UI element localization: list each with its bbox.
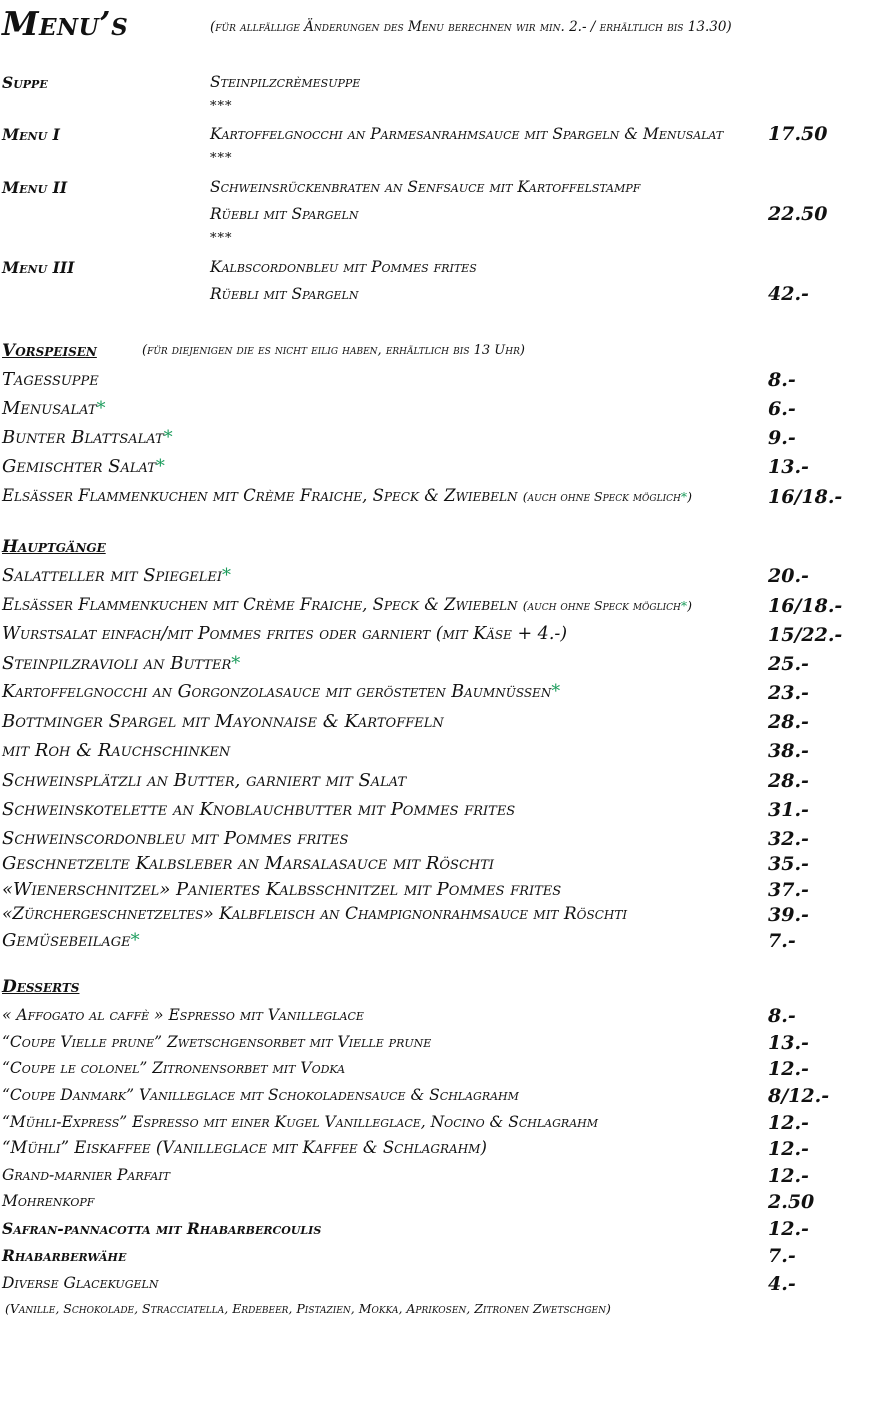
list-item <box>2 770 406 791</box>
vegetarian-star: * <box>231 653 241 674</box>
vegetarian-star: * <box>551 682 561 702</box>
list-item <box>2 828 348 849</box>
item-name: Gemüsebeilage <box>2 930 131 951</box>
vegetarian-star: * <box>222 565 232 586</box>
item-price: 28.- <box>768 770 809 792</box>
item-price: 13.- <box>768 1032 809 1054</box>
item-name: Schweinskotelette an Knoblauchbutter mit Pommes frites <box>2 799 516 820</box>
item-price: 6.- <box>768 398 796 420</box>
item-price: 8/12.- <box>768 1085 830 1107</box>
list-item: “Mühli” Eiskaffee (Vanilleglace mit Kaffee & Schlagrahm) <box>2 1138 487 1157</box>
list-item <box>2 930 140 951</box>
suppe-desc: Steinpilzcrèmesuppe <box>210 73 361 91</box>
item-price: 31.- <box>768 799 809 821</box>
menu-1-price: 17.50 <box>768 123 828 145</box>
item-name: Elsässer Flammenkuchen mit Crème Fraiche, Speck & Zwiebeln <box>2 486 518 505</box>
item-price: 37.- <box>768 879 809 901</box>
separator: *** <box>210 99 233 114</box>
menu-3-desc-2: Rüebli mit Spargeln <box>210 285 359 303</box>
menu-2-price: 22.50 <box>768 203 828 225</box>
list-item: “Mühli-Express” Espresso mit einer Kugel Vanilleglace, Nocino & Schlagrahm <box>2 1113 598 1131</box>
item-name: Elsässer Flammenkuchen mit Crème Fraiche, Speck & Zwiebeln <box>2 595 518 614</box>
item-price: 2.50 <box>768 1191 815 1213</box>
list-item <box>2 879 561 900</box>
list-item: “Coupe Vielle prune” Zwetschgensorbet mit Vielle prune <box>2 1033 432 1051</box>
list-item <box>2 711 444 732</box>
list-item <box>2 624 567 644</box>
item-note: (auch ohne Speck möglich <box>522 489 681 504</box>
vegetarian-star: * <box>96 398 106 419</box>
item-price: 38.- <box>768 740 809 762</box>
item-name: «Wienerschnitzel» Paniertes Kalbsschnitzel mit Pommes frites <box>2 879 562 900</box>
item-price: 4.- <box>768 1273 796 1295</box>
header-note: (für allfällige Änderungen des Menu berechnen wir min. 2.- / erhältlich bis 13.30) <box>210 19 732 35</box>
separator: *** <box>210 151 233 166</box>
item-price: 7.- <box>768 1245 796 1267</box>
item-price: 12.- <box>768 1112 809 1134</box>
item-price: 12.- <box>768 1058 809 1080</box>
item-name: Steinpilzravioli an Butter <box>2 653 232 674</box>
item-name: Bottminger Spargel mit Mayonnaise & Kartoffeln <box>2 711 444 732</box>
item-price: 7.- <box>768 930 796 952</box>
item-name: Schweinscordonbleu mit Pommes frites <box>2 828 349 849</box>
menu-1-label: Menu I <box>2 125 60 144</box>
item-name: Schweinsplätzli an Butter, garniert mit Salat <box>2 770 407 791</box>
item-price: 8.- <box>768 1005 796 1027</box>
list-item <box>2 740 230 761</box>
vorspeisen-note: (für diejenigen die es nicht eilig haben, erhältlich bis 13 Uhr) <box>142 343 525 358</box>
item-price: 16/18.- <box>768 486 843 508</box>
item-name: Menusalat <box>2 398 97 419</box>
vegetarian-star: * <box>130 930 140 951</box>
item-price: 8.- <box>768 369 796 391</box>
item-price: 9.- <box>768 427 796 449</box>
item-price: 12.- <box>768 1165 809 1187</box>
list-item <box>2 799 515 820</box>
list-item <box>2 853 494 874</box>
menu-3-label: Menu III <box>2 258 75 277</box>
list-item: Safran-pannacotta mit Rhabarbercoulis <box>2 1219 322 1238</box>
list-item: Rhabarberwähe <box>2 1246 127 1265</box>
item-price: 32.- <box>768 828 809 850</box>
vegetarian-star: * <box>680 489 688 504</box>
item-name: Geschnetzelte Kalbsleber an Marsalasauce mit Röschti <box>2 853 495 874</box>
list-item <box>2 369 99 390</box>
menu-2-desc-1: Schweinsrückenbraten an Senfsauce mit Kartoffelstampf <box>210 178 641 196</box>
item-price: 39.- <box>768 904 809 926</box>
list-item: “Coupe Danmark” Vanilleglace mit Schokoladensauce & Schlagrahm <box>2 1086 519 1104</box>
item-name: Tagessuppe <box>2 369 99 390</box>
list-item: Elsässer Flammenkuchen mit Crème Fraiche, Speck & Zwiebeln (auch ohne Speck möglich*) <box>2 595 693 614</box>
list-item <box>2 398 106 419</box>
list-item: Grand-marnier Parfait <box>2 1166 170 1184</box>
glace-flavors-note: (Vanille, Schokolade, Stracciatella, Erdebeer, Pistazien, Mokka, Aprikosen, Zitronen Zwetschgen) <box>5 1301 611 1316</box>
list-item: Mohrenkopf <box>2 1192 95 1210</box>
item-price: 12.- <box>768 1138 809 1160</box>
item-price: 20.- <box>768 565 809 587</box>
list-item <box>2 682 560 702</box>
desserts-heading: Desserts <box>2 977 80 997</box>
item-price: 15/22.- <box>768 624 843 646</box>
vegetarian-star: * <box>680 598 688 613</box>
item-price: 23.- <box>768 682 809 704</box>
list-item <box>2 427 173 448</box>
suppe-label: Suppe <box>2 73 48 92</box>
item-name: Kartoffelgnocchi an Gorgonzolasauce mit gerösteten Baumnüssen <box>2 682 552 702</box>
list-item: Elsässer Flammenkuchen mit Crème Fraiche, Speck & Zwiebeln (auch ohne Speck möglich*) <box>2 486 693 505</box>
item-price: 16/18.- <box>768 595 843 617</box>
item-name: mit Roh & Rauchschinken <box>2 740 231 761</box>
item-name: Bunter Blattsalat <box>2 427 164 448</box>
list-item: “Coupe le colonel” Zitronensorbet mit Vodka <box>2 1059 346 1077</box>
list-item <box>2 456 165 477</box>
list-item <box>2 565 231 586</box>
menu-1-desc: Kartoffelgnocchi an Parmesanrahmsauce mit Spargeln & Menusalat <box>210 125 724 143</box>
separator: *** <box>210 231 233 246</box>
page-title: Menu’s <box>2 4 129 43</box>
menu-2-label: Menu II <box>2 178 68 197</box>
item-price: 25.- <box>768 653 809 675</box>
vegetarian-star: * <box>155 456 165 477</box>
item-name: «Zürchergeschnetzeltes» Kalbfleisch an Champignonrahmsauce mit Röschti <box>2 904 628 924</box>
item-name: Gemischter Salat <box>2 456 156 477</box>
vegetarian-star: * <box>163 427 173 448</box>
menu-3-price: 42.- <box>768 283 809 305</box>
list-item: « Affogato al caffè » Espresso mit Vanilleglace <box>2 1006 364 1024</box>
menu-2-desc-2: Rüebli mit Spargeln <box>210 205 359 223</box>
list-item: Diverse Glacekugeln <box>2 1274 159 1292</box>
item-price: 12.- <box>768 1218 809 1240</box>
list-item <box>2 653 240 674</box>
vorspeisen-heading: Vorspeisen <box>2 341 97 361</box>
item-name: Wurstsalat einfach/mit Pommes frites oder garniert (mit Käse + 4.-) <box>2 624 568 644</box>
item-price: 28.- <box>768 711 809 733</box>
item-price: 35.- <box>768 853 809 875</box>
list-item <box>2 904 627 924</box>
menu-3-desc-1: Kalbscordonbleu mit Pommes frites <box>210 258 477 276</box>
item-note: (auch ohne Speck möglich <box>522 598 681 613</box>
hauptgaenge-heading: Hauptgänge <box>2 537 106 557</box>
item-name: Salatteller mit Spiegelei <box>2 565 223 586</box>
item-price: 13.- <box>768 456 809 478</box>
